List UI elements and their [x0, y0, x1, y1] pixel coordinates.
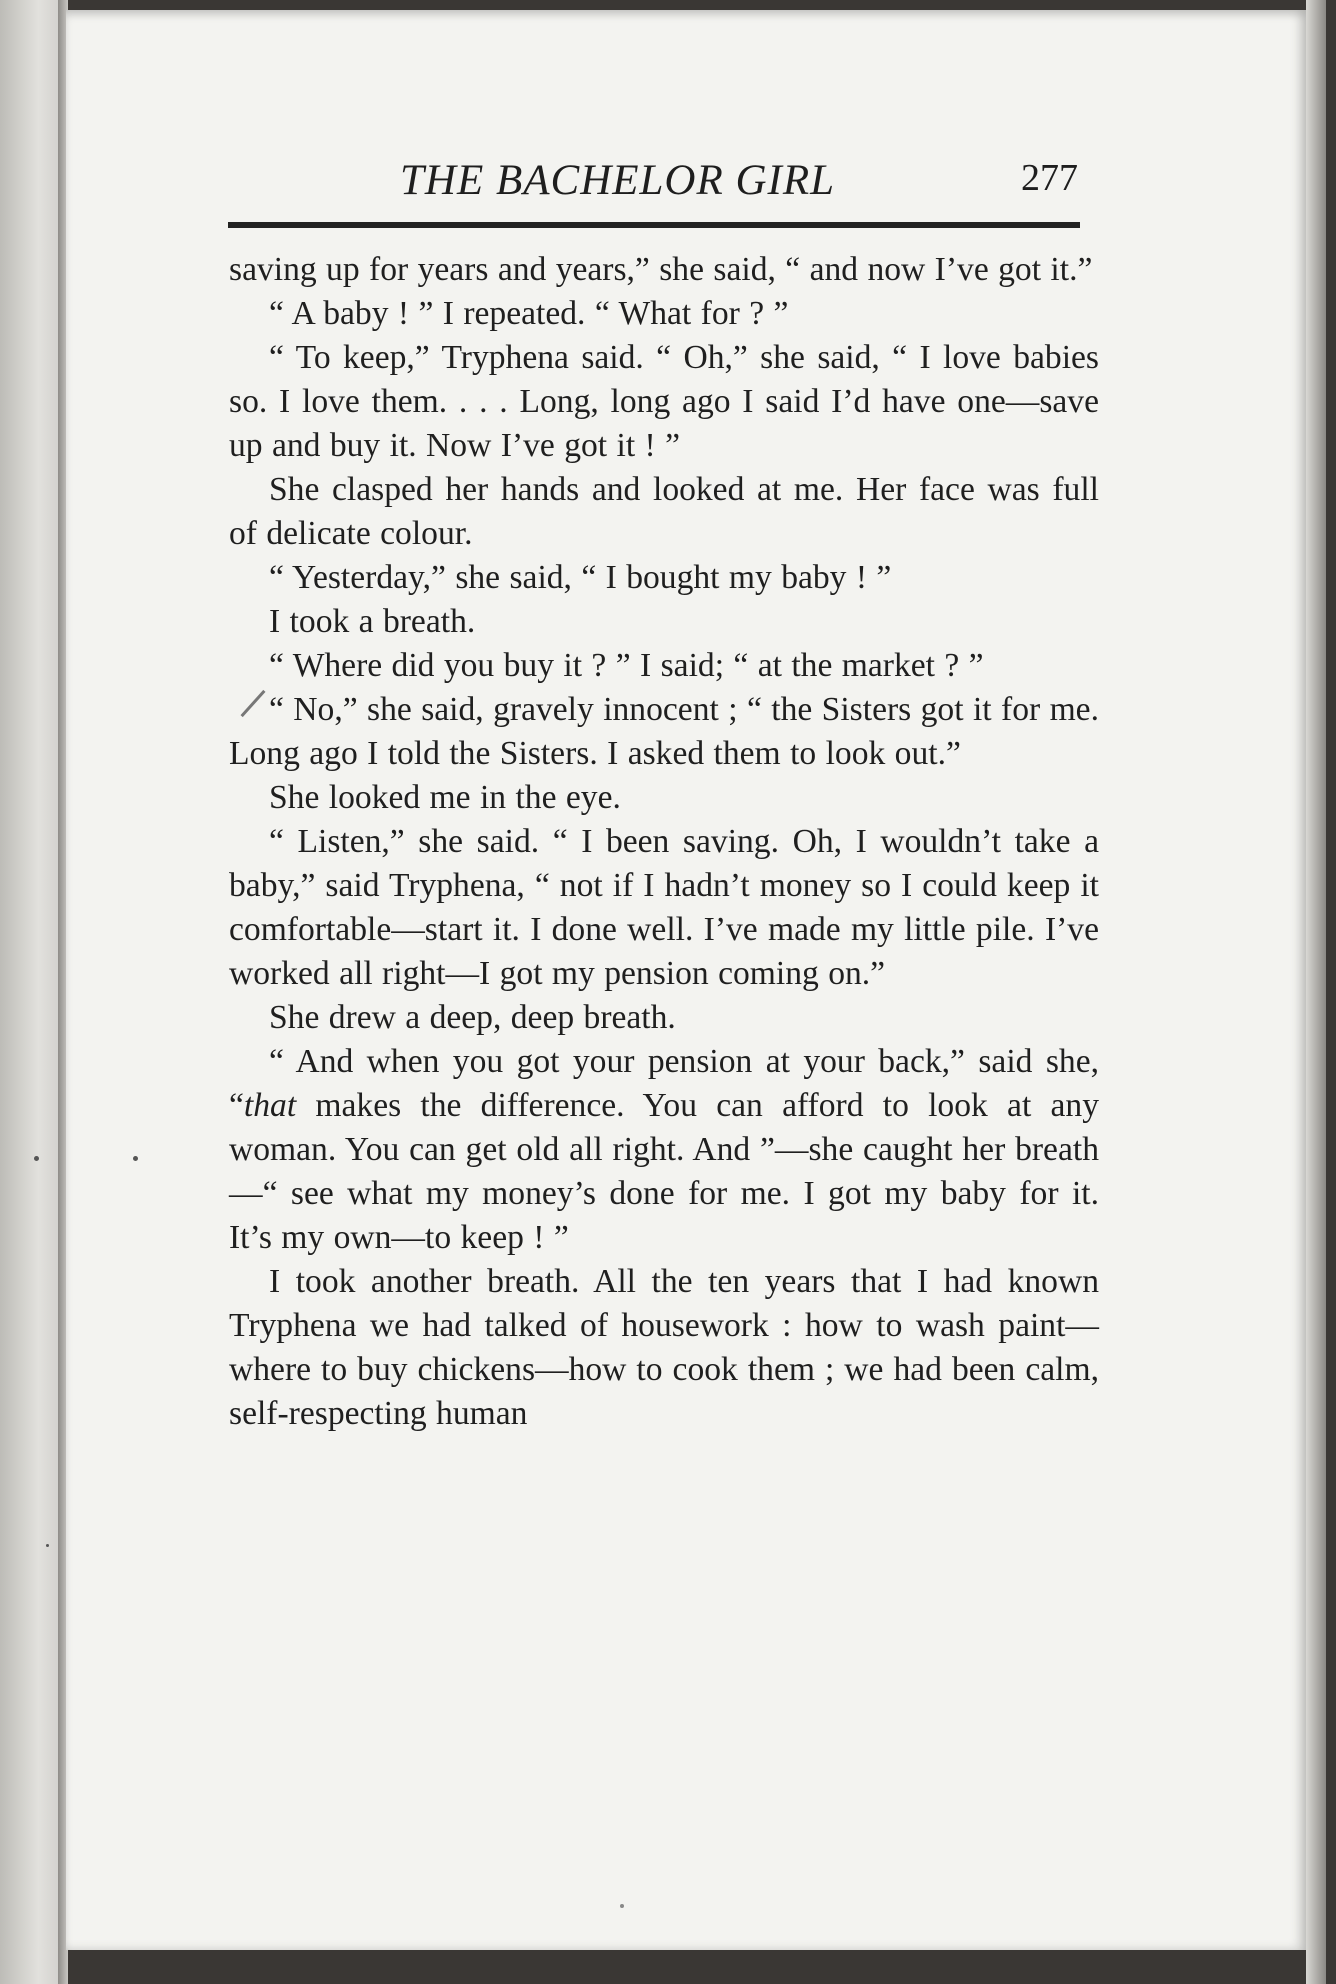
- paragraph: “ Yesterday,” she said, “ I bought my baby ! ”: [269, 559, 892, 596]
- paragraph: She looked me in the eye.: [269, 779, 621, 816]
- running-head: THE BACHELOR GIRL: [400, 157, 836, 204]
- paragraph: saving up for years and years,” she said, “ and now I’ve got it.”: [229, 251, 1093, 288]
- paragraph: She clasped her hands and looked at me. Her face was full of delicate colour.: [229, 471, 1099, 552]
- body-text: [229, 248, 1099, 1436]
- header-rule: [228, 222, 1080, 228]
- paragraph: “ Where did you buy it ? ” I said; “ at the market ? ”: [269, 647, 984, 684]
- paragraph: [229, 1040, 1099, 1260]
- paragraph: She drew a deep, deep breath.: [269, 999, 676, 1036]
- dust-speck: [133, 1156, 138, 1161]
- page-header: [228, 150, 1084, 230]
- facing-page-edge: [0, 0, 64, 1984]
- paragraph-text: “ And when you got your pension at your back,” said she, “: [229, 1043, 1099, 1124]
- paragraph: I took a breath.: [269, 603, 476, 640]
- page-edge-shadow: [1306, 0, 1326, 1984]
- dust-speck: [620, 1904, 624, 1908]
- paragraph: I took another breath. All the ten years that I had known Tryphena we had talked of housework : how to wash paint—where to buy chickens—how to cook them ; we had been calm, self-respecting human: [229, 1263, 1099, 1432]
- dust-speck: [34, 1156, 39, 1161]
- dust-speck: [46, 1544, 49, 1547]
- page-number: 277: [1021, 157, 1078, 199]
- paragraph: “ Listen,” she said. “ I been saving. Oh, I wouldn’t take a baby,” said Tryphena, “ not if I hadn’t money so I could keep it comfortable—start it. I done well. I’ve made my little pile. I’ve worked all right—I got my pension coming on.”: [229, 823, 1099, 992]
- italic-word: that: [243, 1087, 297, 1124]
- paragraph: “ To keep,” Tryphena said. “ Oh,” she said, “ I love babies so. I love them. . . . Long, long ago I said I’d have one—save up and buy it. Now I’ve got it ! ”: [229, 339, 1099, 464]
- paragraph: “ A baby ! ” I repeated. “ What for ? ”: [269, 295, 789, 332]
- paragraph-text: makes the difference. You can afford to look at any woman. You can get old all right. And ”—she caught her breath—“ see what my money’s done for me. I got my baby for it. It’s my own—to keep ! ”: [229, 1087, 1099, 1256]
- paragraph: “ No,” she said, gravely innocent ; “ the Sisters got it for me. Long ago I told the Sisters. I asked them to look out.”: [229, 691, 1099, 772]
